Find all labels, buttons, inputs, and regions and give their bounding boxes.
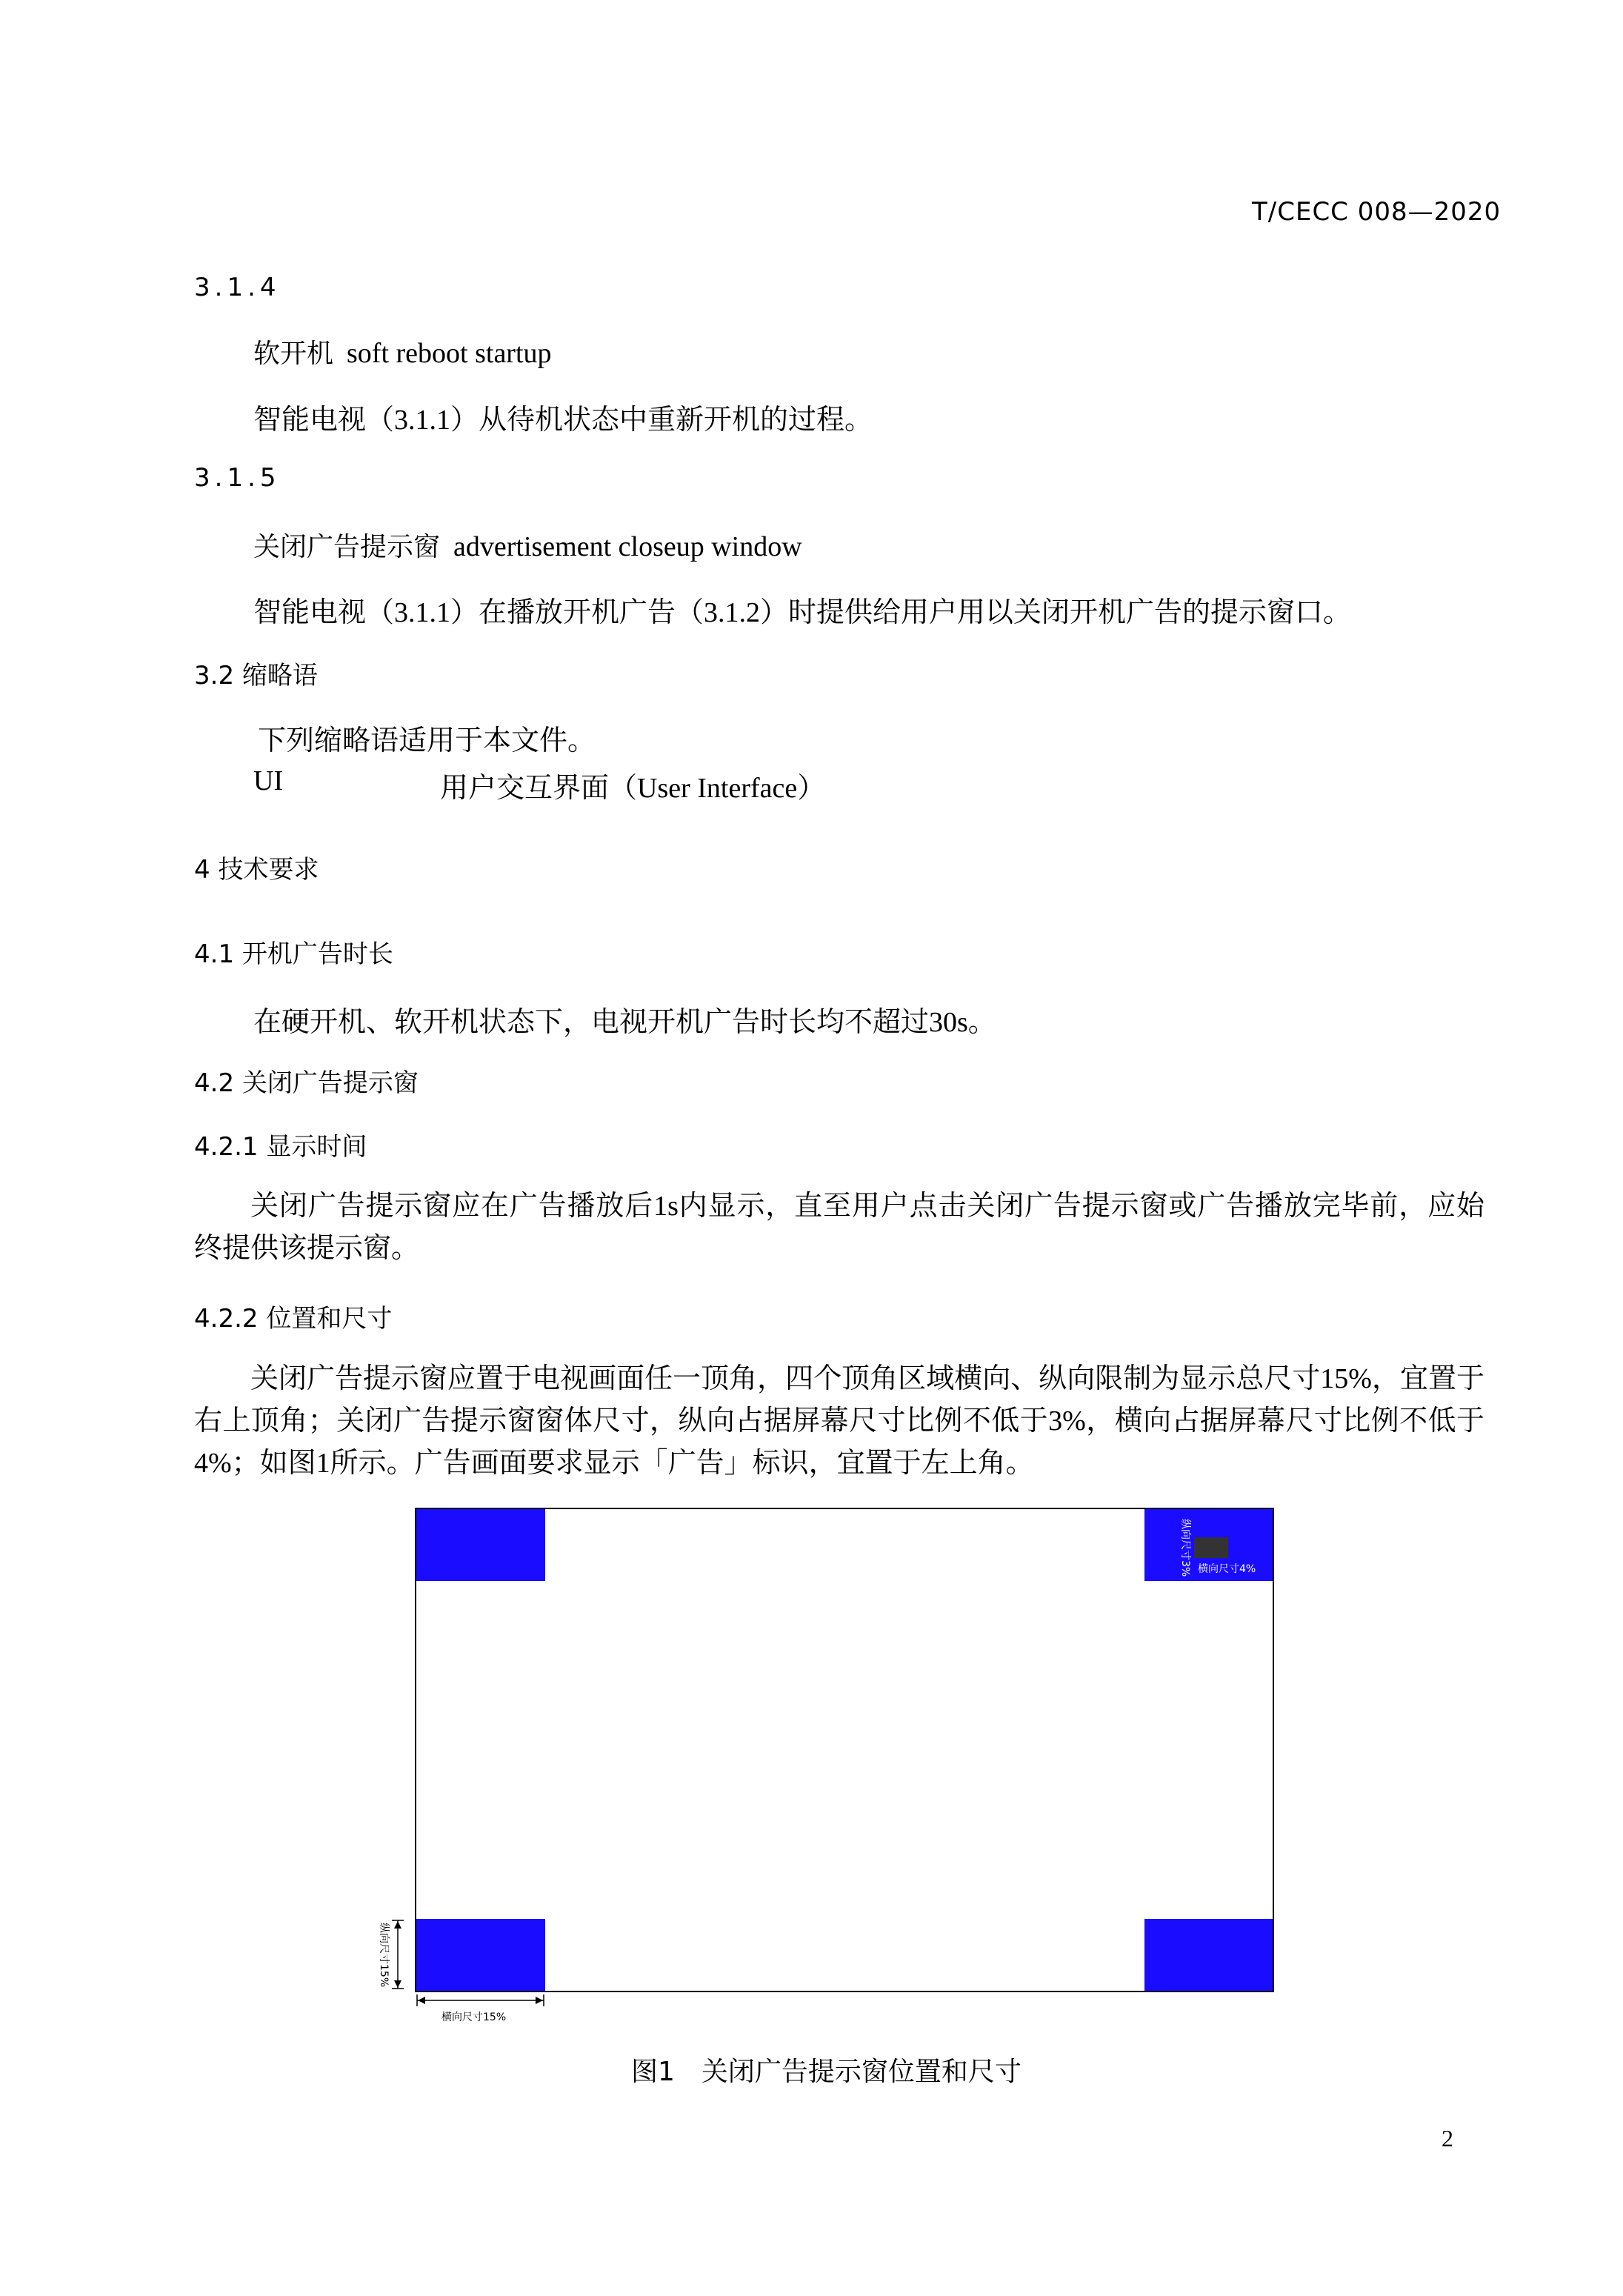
term-en: soft reboot startup [347,338,552,369]
label-horizontal-4: 横向尺寸4% [1198,1563,1256,1575]
paragraph-4-2-1: 关闭广告提示窗应在广告播放后1s内显示，直至用户点击关闭广告提示窗或广告播放完毕前，应始终提供该提示窗。 [194,1191,1484,1264]
horizontal-arrow-left [418,1997,425,2004]
section-heading-4-2-1: 4.2.1 显示时间 [194,1132,367,1162]
section-heading-4-1: 4.1 开机广告时长 [194,939,393,969]
section-number-3-1-4: 3.1.4 [194,273,281,302]
figure-caption: 图1 关闭广告提示窗位置和尺寸 [631,2057,1022,2087]
term-cn: 关闭广告提示窗 [253,532,441,562]
page-number: 2 [1442,2125,1453,2152]
corner-region-top-left [416,1509,545,1581]
abbreviation-definition: 用户交互界面（User Interface） [440,773,826,804]
abbreviation-term: UI [253,765,284,796]
abbreviation-intro: 下列缩略语适用于本文件。 [258,725,596,756]
label-vertical-3: 纵向尺寸3% [1179,1519,1191,1577]
vertical-arrow-up [394,1921,401,1929]
section-number-3-1-5: 3.1.5 [194,463,281,493]
definition-3-1-4: 智能电视（3.1.1）从待机状态中重新开机的过程。 [253,405,873,436]
section-heading-3-2: 3.2 缩略语 [194,661,318,691]
paragraph-4-2-2: 关闭广告提示窗应置于电视画面任一顶角，四个顶角区域横向、纵向限制为显示总尺寸15%，宜置于右上顶角；关闭广告提示窗窗体尺寸，纵向占据屏幕尺寸比例不低于3%，横向占据屏幕尺寸比例不低于4%；如图1所示。广告画面要求显示「广告」标识，宜置于左上角。 [194,1363,1484,1479]
paragraph-4-1: 在硬开机、软开机状态下，电视开机广告时长均不超过30s。 [253,1007,996,1038]
section-heading-4-2-2: 4.2.2 位置和尺寸 [194,1304,393,1334]
label-horizontal-15: 横向尺寸15% [441,2012,507,2023]
term-cn: 软开机 [253,339,334,369]
document-id: T/CECC 008—2020 [1252,197,1502,227]
term-en: advertisement closeup window [453,531,802,562]
section-heading-4: 4 技术要求 [194,855,319,885]
section-heading-4-2: 4.2 关闭广告提示窗 [194,1068,419,1098]
horizontal-arrow-right [536,1997,543,2004]
definition-3-1-5: 智能电视（3.1.1）在播放开机广告（3.1.2）时提供给用户用以关闭开机广告的提示窗口。 [253,597,1352,628]
label-vertical-15: 纵向尺寸15% [378,1923,390,1988]
close-window-sample [1194,1537,1228,1558]
corner-region-bottom-left [416,1919,545,1991]
vertical-arrow-down [394,1980,401,1988]
corner-region-bottom-right [1144,1919,1273,1991]
